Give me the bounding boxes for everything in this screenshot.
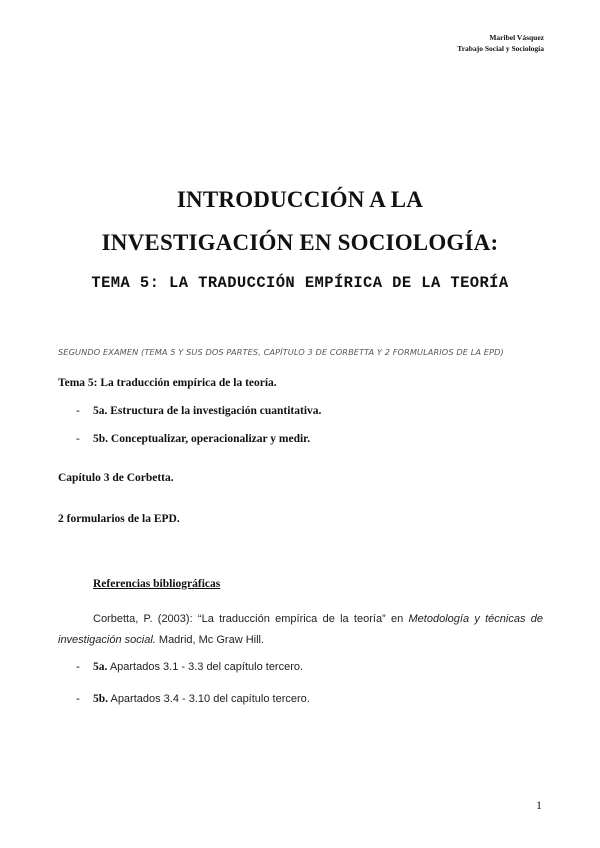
document-title-line-2: INVESTIGACIÓN EN SOCIOLOGÍA: bbox=[101, 230, 499, 255]
list-bullet: - bbox=[76, 405, 80, 417]
degree-name: Trabajo Social y Sociología bbox=[457, 44, 544, 53]
page-header bbox=[457, 32, 544, 54]
reference-item-5b bbox=[93, 693, 310, 705]
citation-book-title: Metodología y técnicas de investigación social. bbox=[58, 613, 543, 646]
reference-code: 5b. bbox=[93, 693, 109, 705]
exam-note: SEGUNDO EXAMEN (TEMA 5 Y SUS DOS PARTES, CAPÍTULO 3 DE CORBETTA Y 2 FORMULARIOS DE LA EPD) bbox=[58, 347, 504, 357]
capitulo-line: Capítulo 3 de Corbetta. bbox=[58, 472, 174, 484]
citation-end: Madrid, Mc Graw Hill. bbox=[155, 634, 265, 646]
list-bullet: - bbox=[76, 693, 80, 705]
citation-paragraph bbox=[58, 609, 543, 651]
reference-text: Apartados 3.1 - 3.3 del capítulo tercero. bbox=[107, 661, 304, 673]
tema-heading: Tema 5: La traducción empírica de la teoría. bbox=[58, 377, 277, 389]
reference-text: Apartados 3.4 - 3.10 del capítulo tercero. bbox=[108, 693, 310, 705]
citation-start: Corbetta, P. (2003): “La traducción empírica de la teoría” en bbox=[93, 613, 409, 625]
document-subtitle: TEMA 5: LA TRADUCCIÓN EMPÍRICA DE LA TEORÍA bbox=[91, 274, 509, 292]
author-name: Maribel Vásquez bbox=[489, 33, 544, 42]
reference-code: 5a. bbox=[93, 661, 108, 673]
document-title-line-1: INTRODUCCIÓN A LA bbox=[176, 187, 424, 212]
part-5b: 5b. Conceptualizar, operacionalizar y medir. bbox=[93, 433, 311, 445]
reference-item-5a bbox=[93, 661, 303, 673]
part-5a: 5a. Estructura de la investigación cuantitativa. bbox=[93, 405, 322, 417]
page-number: 1 bbox=[536, 798, 542, 812]
list-bullet: - bbox=[76, 433, 80, 445]
references-heading: Referencias bibliográficas bbox=[93, 578, 221, 590]
formularios-line: 2 formularios de la EPD. bbox=[58, 513, 180, 525]
list-bullet: - bbox=[76, 661, 80, 673]
